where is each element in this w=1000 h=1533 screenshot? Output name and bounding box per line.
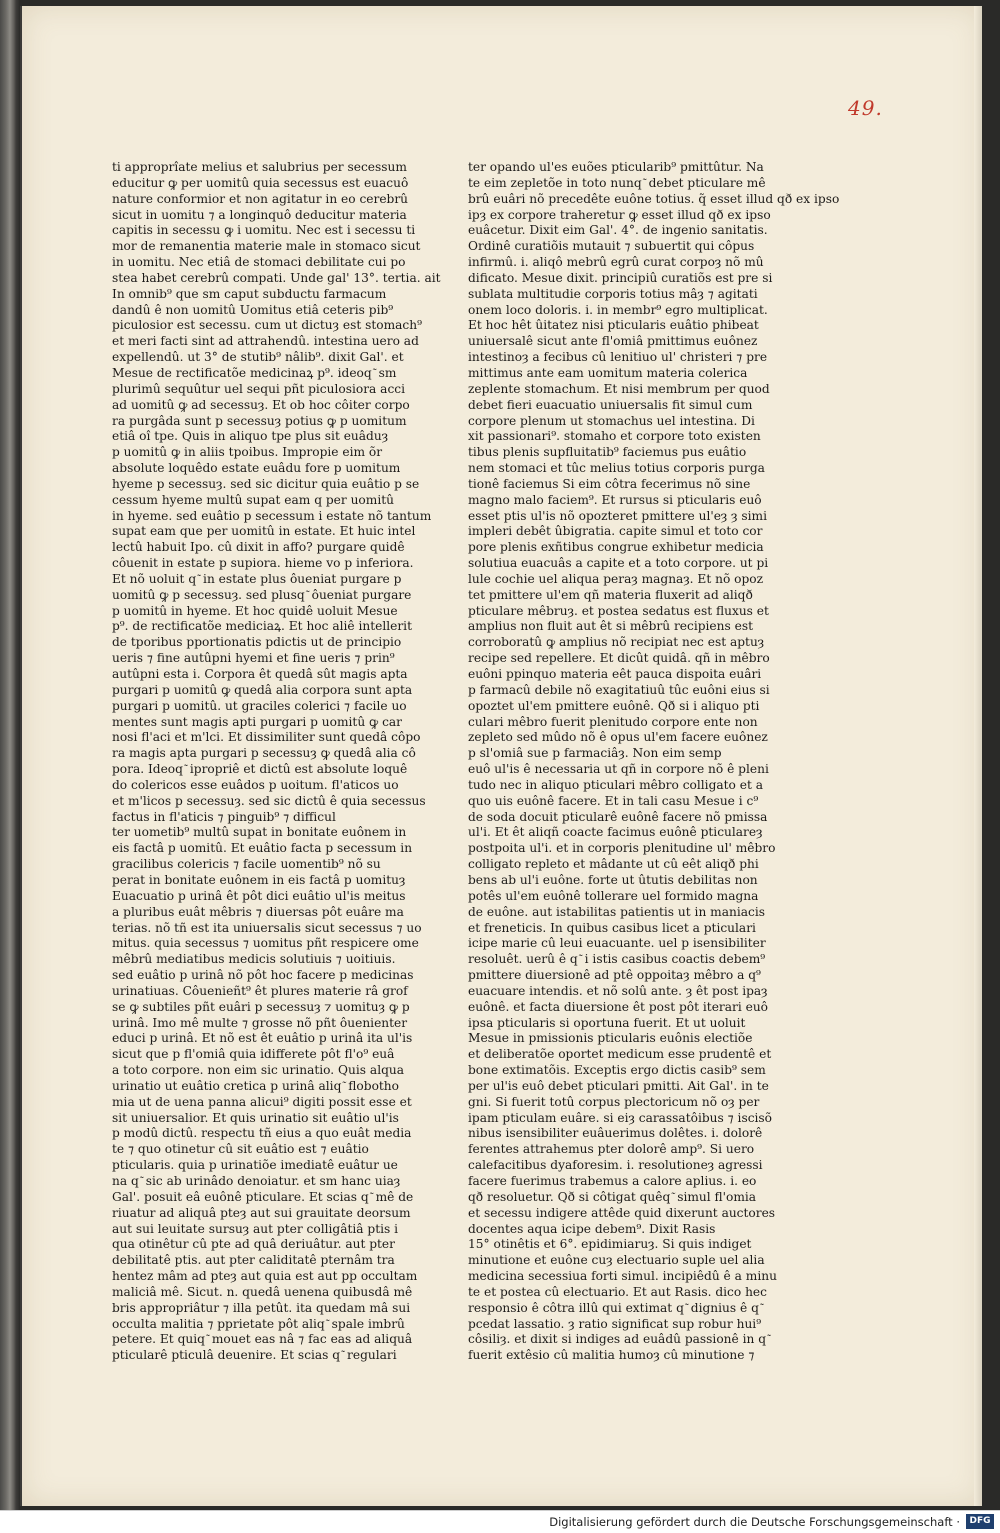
text-line: nem stomaci et tûc melius totius corporis purga bbox=[468, 461, 765, 476]
text-line: hyeme p secessuȝ. sed sic dicitur quia euâtio p se bbox=[112, 476, 420, 491]
text-line: mia ut de uena panna alicui⁹ digiti possit esse et bbox=[112, 1094, 412, 1109]
text-line: intestinoȝ a fecibus cû lenitiuo ul' christeri ⁊ pre bbox=[468, 350, 768, 365]
text-line: uniuersalê sicut ante fl'omiâ pmittimus euônez bbox=[468, 334, 758, 349]
text-line: hentez mâm ad pteȝ aut quia est aut pp occultam bbox=[112, 1269, 418, 1284]
text-line: ti approprîate melius et salubrius per secessum bbox=[112, 160, 407, 174]
text-line: resoluêt. uerû ê q ͂ i istis casibus coactis debem⁹ bbox=[468, 952, 766, 967]
text-line: ul'i. Et êt aliqñ coacte facimus euônê pticulareȝ bbox=[468, 825, 763, 840]
text-line: zepleto sed mûdo nõ ê opus ul'em facere euônez bbox=[468, 730, 768, 745]
text-line: p uomitû in hyeme. Et hoc quidê uoluit Mesue bbox=[112, 603, 398, 618]
text-line: amplius non fluit aut êt si mêbrû recipiens est bbox=[468, 619, 753, 634]
text-line: postpoita ul'i. et in corporis plenitudine ul' mêbro bbox=[468, 841, 776, 856]
text-line: magno malo faciem⁹. Et rursus si pticularis euô bbox=[468, 492, 762, 507]
text-line: pticularis. quia p urinatiõe imediatê euâtur ue bbox=[112, 1158, 398, 1173]
text-line: quo uis euônê facere. Et in tali casu Mesue i c⁹ bbox=[468, 793, 759, 808]
text-line: mittimus ante eam uomitum materia colerica bbox=[468, 365, 748, 380]
text-line: plurimû sequûtur uel sequi pñt piculosiora acci bbox=[112, 381, 405, 396]
text-line: tibus plenis supfluitatib⁹ faciemus pus euâtio bbox=[468, 445, 747, 460]
text-line: Ordinê curatiõis mutauit ⁊ subuertit qui côpus bbox=[468, 239, 755, 254]
text-line: urinatio ut euâtio cretica p urinâ aliq ͂ flobotho bbox=[112, 1078, 399, 1093]
text-line: calefacitibus dyaforesim. i. resolutioneȝ agressi bbox=[468, 1158, 763, 1173]
text-line: de euône. aut istabilitas patientis ut in maniacis bbox=[468, 904, 765, 919]
text-line: etiâ oî tpe. Quis in aliquo tpe plus sit euâduȝ bbox=[112, 429, 389, 444]
text-line: bone extimatõis. Exceptis ergo dictis casib⁹ sem bbox=[468, 1063, 766, 1078]
text-line: p farmacû debile nõ exagitatiuû tûc euôni eius si bbox=[468, 682, 770, 697]
text-line: In omnib⁹ que sm caput subductu farmacum bbox=[112, 286, 387, 301]
text-line: terias. nõ tñ est ita uniuersalis sicut secessus ⁊ uo bbox=[112, 920, 422, 935]
text-line: stea habet cerebrû compati. Unde gal' 13°. tertia. ait bbox=[112, 270, 441, 285]
text-line: esset ptis ul'is nõ opozteret pmittere ul'eȝ ȝ simi bbox=[468, 508, 767, 523]
text-line: urinâ. Imo mê multe ⁊ grosse nõ pñt ôuenienter bbox=[112, 1015, 408, 1030]
text-line: in uomitu. Nec etiâ de stomaci debilitate cui po bbox=[112, 255, 406, 270]
text-line: autûpni esta i. Corpora êt quedâ sût magis apta bbox=[112, 667, 408, 681]
text-line: opoztet ul'em pmittere euônê. Qð si i aliquo pti bbox=[468, 698, 760, 713]
digitization-footer bbox=[0, 1510, 1000, 1533]
text-line: sit uniuersalior. Et quis urinatio sit euâtio ul'is bbox=[112, 1110, 399, 1125]
text-line: educitur ꝙ per uomitû quia secessus est euacuô bbox=[112, 175, 409, 190]
text-line: Gal'. posuit eâ euônê pticulare. Et scias q ͂ mê de bbox=[112, 1189, 414, 1204]
text-line: te eim zepletõe in toto nunq ͂ debet pticulare mê bbox=[468, 175, 766, 190]
text-line: mentes sunt magis apti purgari p uomitû ꝙ car bbox=[112, 714, 402, 729]
text-line: p sl'omiâ sue p farmaciâȝ. Non eim semp bbox=[468, 746, 722, 761]
text-line: impleri debêt ûbigratia. capite simul et toto cor bbox=[468, 524, 763, 539]
text-line: medicina secessiua forti simul. incipiêdû ê a minu bbox=[468, 1269, 777, 1284]
text-line: educi p urinâ. Et nõ est êt euâtio p urinâ ita ul'is bbox=[112, 1031, 413, 1046]
text-line: riuatur ad aliquâ pteȝ aut sui grauitate deorsum bbox=[112, 1205, 411, 1220]
text-line: corpore plenum ut stomachus uel intestina. Di bbox=[468, 413, 755, 428]
text-line: ter uometib⁹ multû supat in bonitate euônem in bbox=[112, 825, 407, 840]
text-line: p⁹. de rectificatõe mediciaꝝ. Et hoc aliê intellerit bbox=[112, 619, 412, 634]
text-line: brû euâri nõ precedête euône totius. q̃ esset illud qð ex ipso bbox=[468, 191, 840, 206]
text-line: euâcetur. Dixit eim Gal'. 4°. de ingenio sanitatis. bbox=[468, 223, 768, 238]
text-line: ipȝ ex corpore traheretur ꝙ esset illud qð ex ipso bbox=[468, 207, 771, 222]
text-line: purgari p uomitû. ut graciles colerici ⁊ facile uo bbox=[112, 698, 407, 713]
text-line: capitis in secessu ꝙ i uomitu. Nec est i secessu ti bbox=[112, 223, 416, 238]
text-line: solutiua euacuâs a capite et a toto corpore. ut pi bbox=[468, 556, 769, 571]
dfg-logo: DFG bbox=[966, 1514, 994, 1529]
text-line: ferentes attrahemus pter dolorê amp⁹. Si uero bbox=[468, 1142, 755, 1157]
text-column-left bbox=[112, 160, 441, 1364]
text-line: te ⁊ quo otinetur cû sit euâtio est ⁊ euâtio bbox=[112, 1142, 369, 1157]
text-line: pticularê pticulâ deuenire. Et scias q ͂ regulari bbox=[112, 1348, 397, 1363]
text-line: pcedat lassatio. ȝ ratio significat sup robur hui⁹ bbox=[468, 1316, 762, 1331]
text-line: mitus. quia secessus ⁊ uomitus pñt respicere ome bbox=[112, 936, 419, 951]
text-line: euôni ppinquo materia eêt pauca dispoita euâri bbox=[468, 667, 762, 681]
text-line: in hyeme. sed euâtio p secessum i estate nõ tantum bbox=[112, 508, 432, 523]
text-line: fuerit extêsio cû malitia humoȝ cû minutione ⁊ bbox=[468, 1348, 755, 1363]
text-line: per ul'is euô debet pticulari pmitti. Ait Gal'. in te bbox=[468, 1078, 769, 1093]
text-line: tudo nec in aliquo pticulari mêbro colligato et a bbox=[468, 777, 763, 792]
text-line: factus in fl'aticis ⁊ pinguib⁹ ⁊ difficul bbox=[112, 809, 336, 824]
text-line: te et postea cû electuario. Et aut Rasis. dico hec bbox=[468, 1284, 767, 1299]
text-line: nosi fl'aci et m'lci. Et dissimiliter sunt quedâ côpo bbox=[112, 730, 421, 745]
text-line: aut sui leuitate sursuȝ aut pter colligâtiâ ptis i bbox=[112, 1221, 399, 1236]
text-line: debet fieri euacuatio uniuersalis fit simul cum bbox=[468, 397, 753, 412]
text-line: mor de remanentia materie male in stomaco sicut bbox=[112, 239, 421, 254]
text-line: expellendû. ut 3° de stutib⁹ nâlib⁹. dixit Gal'. et bbox=[112, 350, 404, 365]
text-line: colligato repleto et mâdante ut cû eêt aliqð phi bbox=[468, 857, 759, 872]
text-line: uomitû ꝙ p secessuȝ. sed plusq ͂ ôueniat purgare bbox=[112, 587, 412, 602]
text-line: pticulare mêbruȝ. et postea sedatus est fluxus et bbox=[468, 603, 769, 618]
text-line: euô ul'is ê necessaria ut qñ in corpore nõ ê pleni bbox=[468, 762, 769, 777]
text-line: occulta malitia ⁊ pprietate pôt aliq ͂ spale imbrû bbox=[112, 1316, 405, 1331]
text-line: et secessu indigere attêde quid dixerunt auctores bbox=[468, 1205, 776, 1220]
text-line: Et hoc hêt ûitatez nisi pticularis euâtio phibeat bbox=[468, 318, 759, 333]
text-line: urinatiuas. Côuenieñt⁹ êt plures materie râ grof bbox=[112, 983, 408, 998]
text-line: et freneticis. In quibus casibus licet a pticulari bbox=[468, 920, 756, 935]
text-line: mêbrû mediatibus medicis solutiuis ⁊ uoitiuis. bbox=[112, 952, 396, 967]
text-line: purgari p uomitû ꝙ quedâ alia corpora sunt apta bbox=[112, 682, 413, 697]
text-line: ra purgâda sunt p secessuȝ potius ꝙ p uomitum bbox=[112, 413, 407, 428]
text-line: piculosior est secessu. cum ut dictuȝ est stomach⁹ bbox=[112, 318, 422, 333]
text-line: na q ͂ sic ab urinâdo denoiatur. et sm hanc uiaȝ bbox=[112, 1174, 401, 1188]
text-line: Et nõ uoluit q ͂ in estate plus ôueniat purgare p bbox=[112, 571, 402, 586]
text-line: et meri facti sint ad attrahendû. intestina uero ad bbox=[112, 334, 419, 349]
text-line: minutione et euône cuȝ electuario suple uel alia bbox=[468, 1253, 765, 1268]
text-line: Mesue de rectificatõe medicinaꝝ p⁹. ideoq ͂ sm bbox=[112, 365, 397, 380]
text-line: absolute loquêdo estate euâdu fore p uomitum bbox=[112, 461, 401, 476]
text-line: potês ul'em euônê tollerare uel formido magna bbox=[468, 888, 759, 903]
text-line: perat in bonitate euônem in eis factâ p uomituȝ bbox=[112, 872, 406, 887]
text-line: gni. Si fuerit totû corpus plectoricum nõ oȝ per bbox=[468, 1094, 760, 1109]
text-line: icipe marie cû leui euacuante. uel p isensibiliter bbox=[468, 936, 766, 951]
text-line: ra magis apta purgari p secessuȝ ꝙ quedâ alia cô bbox=[112, 746, 416, 761]
text-line: sicut que p fl'omiâ quia idifferete pôt fl'o⁹ euâ bbox=[112, 1047, 395, 1062]
text-line: a pluribus euât mêbris ⁊ diuersas pôt euâre ma bbox=[112, 904, 404, 919]
text-line: 15° otinêtis et 6°. epidimiaruȝ. Si quis indiget bbox=[468, 1237, 752, 1252]
text-line: de tporibus pportionatis pdictis ut de principio bbox=[112, 635, 402, 650]
text-column-right bbox=[468, 160, 840, 1364]
text-line: gracilibus colericis ⁊ facile uomentib⁹ nõ su bbox=[112, 857, 381, 872]
page-edge bbox=[974, 6, 982, 1506]
text-line: sublata multitudie corporis totius mâȝ ⁊ agitati bbox=[468, 286, 758, 301]
text-line: ad uomitû ꝙ ad secessuȝ. Et ob hoc côiter corpo bbox=[112, 397, 410, 412]
text-line: Mesue in pmissionis pticularis euônis electiõe bbox=[468, 1031, 753, 1046]
text-line: sicut in uomitu ⁊ a longinquô deducitur materia bbox=[112, 207, 407, 222]
text-line: pora. Ideoq ͂ ipropriê et dictû est absolute loquê bbox=[112, 762, 408, 777]
text-line: qð resoluetur. Qð si côtigat quêq ͂ simul fl'omia bbox=[468, 1189, 757, 1204]
text-line: recipe sed repellere. Et dicût quidâ. qñ in mêbro bbox=[468, 651, 770, 666]
text-line: euônê. et facta diuersione êt post pôt iterari euô bbox=[468, 999, 769, 1014]
text-line: ueris ⁊ fine autûpni hyemi et fine ueris ⁊ prin⁹ bbox=[112, 651, 395, 666]
text-line: dificato. Mesue dixit. principiû curatiõs est pre si bbox=[468, 270, 773, 285]
text-line: nature conformior et non agitatur in eo cerebrû bbox=[112, 191, 409, 206]
text-line: ter opando ul'es euões pticularib⁹ pmittûtur. Na bbox=[468, 160, 764, 174]
text-line: supat eam que per uomitû in estate. Et huic intel bbox=[112, 524, 416, 539]
text-line: ipsa pticularis si oportuna fuerit. Et ut uoluit bbox=[468, 1015, 746, 1030]
text-line: et deliberatõe oportet medicum esse prudentê et bbox=[468, 1047, 772, 1062]
text-line: côuenit in estate p supiora. hieme vo p inferiora. bbox=[112, 556, 414, 571]
text-line: et m'licos p secessuȝ. sed sic dictû ê quia secessus bbox=[112, 793, 426, 808]
text-line: tionê faciemus Si eim côtra fecerimus nõ sine bbox=[468, 476, 751, 491]
text-line: a toto corpore. non eim sic urinatio. Quis alqua bbox=[112, 1063, 405, 1078]
text-line: bens ab ul'i euône. forte ut ûtutis debilitas non bbox=[468, 872, 758, 887]
text-line: bris appropriâtur ⁊ illa petût. ita quedam mâ sui bbox=[112, 1300, 411, 1315]
text-line: euacuare intendis. et nõ solû ante. ȝ êt post ipaȝ bbox=[468, 983, 768, 998]
text-line: de soda docuit pticularê euônê facere nõ pmissa bbox=[468, 809, 768, 824]
text-line: lectû habuit Ipo. cû dixit in affo? purgare quidê bbox=[112, 540, 405, 555]
text-line: cessum hyeme multû supat eam q per uomitû bbox=[112, 492, 394, 507]
funding-credit: Digitalisierung gefördert durch die Deutsche Forschungsgemeinschaft · bbox=[549, 1515, 960, 1529]
text-line: debilitatê ptis. aut pter caliditatê pternâm tra bbox=[112, 1253, 395, 1268]
text-line: sed euâtio p urinâ nõ pôt hoc facere p medicinas bbox=[112, 968, 414, 983]
text-line: se ꝙ subtiles pñt euâri p secessuȝ ⁊ uomituȝ ꝙ p bbox=[112, 999, 410, 1014]
text-line: infirmû. i. aliqô mebrû egrû curat corpoȝ nõ mû bbox=[468, 255, 764, 270]
text-line: Euacuatio p urinâ êt pôt dici euâtio ul'is meitus bbox=[112, 888, 406, 903]
text-line: do colericos esse euâdos p uoitum. fl'aticos uo bbox=[112, 777, 399, 792]
text-line: nibus isensibiliter euâuerimus dolêtes. i. dolorê bbox=[468, 1126, 763, 1141]
text-line: culari mêbro fuerit plenitudo corpore ente non bbox=[468, 714, 758, 729]
text-line: lule cochie uel aliqua peraȝ magnaȝ. Et nõ opoz bbox=[468, 571, 764, 586]
text-line: qua otinêtur cû pte ad quâ deriuâtur. aut pter bbox=[112, 1237, 395, 1252]
text-line: eis factâ p uomitû. Et euâtio facta p secessum in bbox=[112, 841, 413, 856]
text-line: facere fuerimus trabemus a calore aplius. i. eo bbox=[468, 1174, 757, 1188]
text-line: pmittere diuersionê ad ptê oppoitaȝ mêbro a q⁹ bbox=[468, 968, 761, 983]
text-line: dandû ê non uomitû Uomitus etiâ ceteris pib⁹ bbox=[112, 302, 394, 317]
text-line: p modû dictû. respectu tñ eius a quo euât media bbox=[112, 1126, 412, 1141]
text-line: docentes aqua icipe debem⁹. Dixit Rasis bbox=[468, 1221, 716, 1236]
text-line: tet pmittere ul'em qñ materia fluxerit ad aliqð bbox=[468, 587, 753, 602]
text-line: xit passionari⁹. stomaho et corpore toto existen bbox=[468, 429, 761, 444]
text-line: zeplente stomachum. Et nisi membrum per quod bbox=[468, 381, 770, 396]
text-line: pore plenis exñtibus congrue exhibetur medicia bbox=[468, 540, 764, 555]
text-line: maliciâ mê. Sicut. n. quedâ uenena quibusdâ mê bbox=[112, 1284, 413, 1299]
text-line: petere. Et quiq ͂ mouet eas nâ ⁊ fac eas ad aliquâ bbox=[112, 1332, 413, 1347]
text-line: onem loco doloris. i. in membr⁹ egro multiplicat. bbox=[468, 302, 768, 317]
text-line: corroboratû ꝙ amplius nõ recipiat nec est aptuȝ bbox=[468, 635, 765, 650]
text-line: côsiliȝ. et dixit si indiges ad euâdû passionê in q ͂ bbox=[468, 1332, 770, 1347]
text-line: ipam pticulam euâre. si eiȝ carassatôibus ⁊ iscisõ bbox=[468, 1110, 773, 1125]
text-line: responsio ê côtra illû qui extimat q ͂ dignius ê q ͂ bbox=[468, 1300, 762, 1315]
text-line: p uomitû ꝙ in aliis tpoibus. Impropie eim õr bbox=[112, 445, 383, 460]
folio-number: 49. bbox=[848, 96, 883, 120]
